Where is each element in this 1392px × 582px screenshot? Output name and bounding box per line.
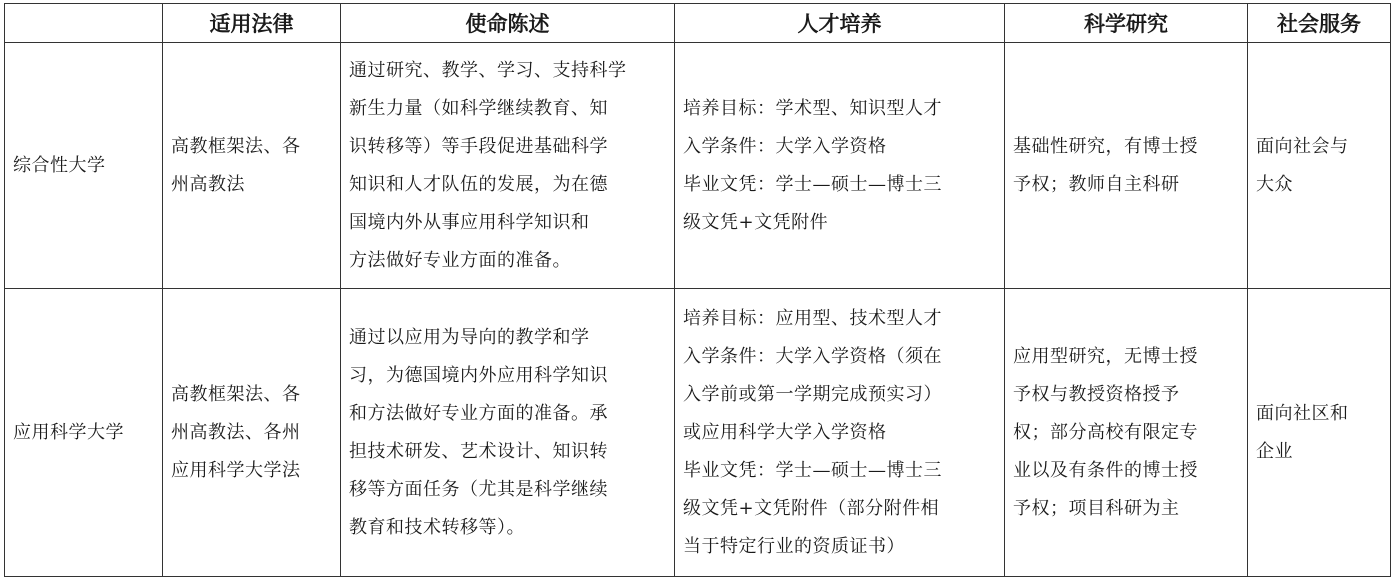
header-row [5, 4, 1391, 43]
header-mission: 使命陈述 [341, 4, 675, 43]
header-research: 科学研究 [1005, 4, 1248, 43]
cell-mission [341, 289, 675, 577]
cell-line: 入学条件：大学入学资格（须在 [683, 345, 942, 367]
cell-line: 毕业文凭：学士—硕士—博士三 [683, 459, 942, 481]
table-row [5, 43, 1391, 289]
cell-line: 和方法做好专业方面的准备。承 [349, 402, 608, 424]
university-comparison-table [4, 3, 1391, 577]
cell-line: 习，为德国境内外应用科学知识 [349, 364, 608, 386]
cell-line: 予权；项目科研为主 [1013, 497, 1180, 519]
cell-line: 移等方面任务（尤其是科学继续 [349, 478, 608, 500]
cell-line: 或应用科学大学入学资格 [683, 421, 887, 443]
cell-line: 新生力量（如科学继续教育、知 [349, 97, 608, 119]
header-service: 社会服务 [1248, 4, 1391, 43]
cell-line: 州高教法、各州 [171, 421, 301, 443]
cell-line: 级文凭+文凭附件 [683, 211, 829, 233]
cell-talent [675, 289, 1005, 577]
cell-line: 国境内外从事应用科学知识和 [349, 211, 590, 233]
header-corner [5, 4, 163, 43]
table-row [5, 289, 1391, 577]
cell-line: 业以及有条件的博士授 [1013, 459, 1198, 481]
cell-service [1248, 43, 1391, 289]
cell-mission [341, 43, 675, 289]
cell-line: 入学前或第一学期完成预实习） [683, 383, 942, 405]
cell-line: 培养目标：学术型、知识型人才 [683, 97, 942, 119]
cell-line: 应用型研究，无博士授 [1013, 345, 1198, 367]
header-talent: 人才培养 [675, 4, 1005, 43]
cell-line: 应用科学大学 [13, 421, 124, 443]
cell-talent [675, 43, 1005, 289]
cell-law [163, 43, 341, 289]
cell-university-type [5, 289, 163, 577]
cell-research [1005, 43, 1248, 289]
cell-line: 担技术研发、艺术设计、知识转 [349, 440, 608, 462]
cell-line: 方法做好专业方面的准备。 [349, 249, 571, 271]
cell-line: 综合性大学 [13, 154, 106, 176]
cell-line: 高教框架法、各 [171, 383, 301, 405]
cell-line: 应用科学大学法 [171, 459, 301, 481]
cell-line: 高教框架法、各 [171, 135, 301, 157]
cell-line: 教育和技术转移等）。 [349, 516, 525, 538]
cell-line: 予权与教授资格授予 [1013, 383, 1180, 405]
cell-line: 企业 [1256, 440, 1293, 462]
cell-research [1005, 289, 1248, 577]
cell-line: 识转移等）等手段促进基础科学 [349, 135, 608, 157]
cell-service [1248, 289, 1391, 577]
comparison-table-container [4, 3, 1390, 577]
cell-line: 面向社区和 [1256, 402, 1349, 424]
cell-line: 大众 [1256, 173, 1293, 195]
cell-line: 基础性研究，有博士授 [1013, 135, 1198, 157]
cell-law [163, 289, 341, 577]
cell-line: 培养目标：应用型、技术型人才 [683, 307, 942, 329]
cell-line: 权；部分高校有限定专 [1013, 421, 1198, 443]
cell-line: 当于特定行业的资质证书） [683, 535, 905, 557]
cell-line: 面向社会与 [1256, 135, 1349, 157]
cell-line: 通过以应用为导向的教学和学 [349, 326, 590, 348]
cell-line: 毕业文凭：学士—硕士—博士三 [683, 173, 942, 195]
cell-line: 通过研究、教学、学习、支持科学 [349, 59, 627, 81]
cell-line: 入学条件：大学入学资格 [683, 135, 887, 157]
cell-line: 予权；教师自主科研 [1013, 173, 1180, 195]
cell-line: 知识和人才队伍的发展，为在德 [349, 173, 608, 195]
cell-line: 级文凭+文凭附件（部分附件相 [683, 497, 940, 519]
header-law: 适用法律 [163, 4, 341, 43]
cell-line: 州高教法 [171, 173, 245, 195]
cell-university-type [5, 43, 163, 289]
